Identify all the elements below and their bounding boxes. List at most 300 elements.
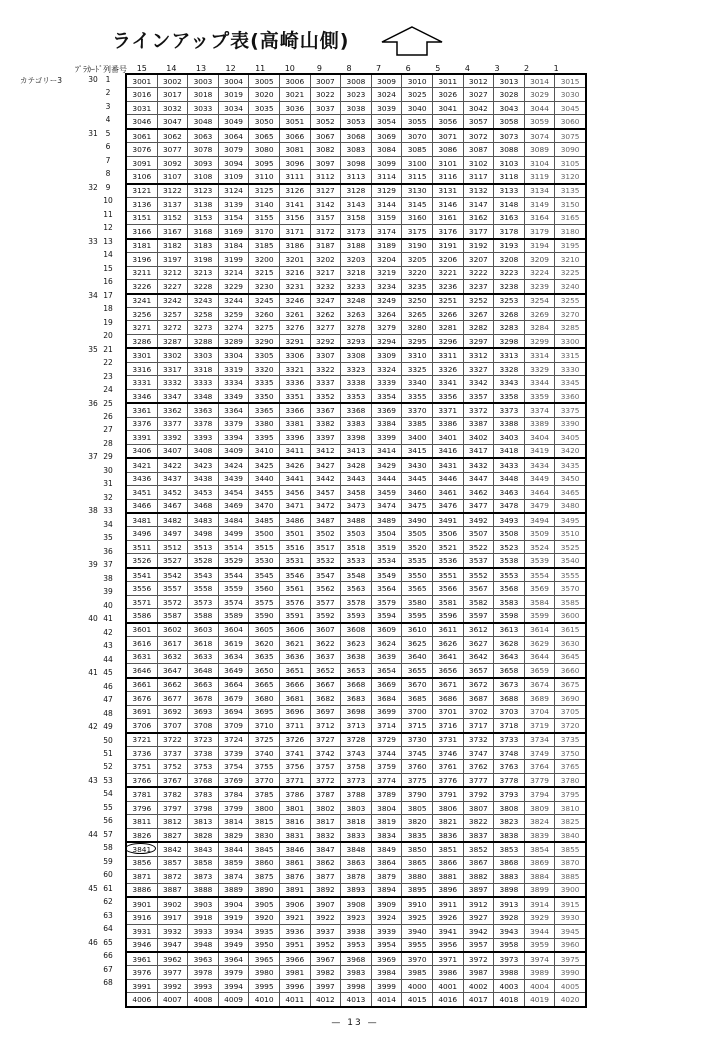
seat-cell: 3762 <box>463 760 494 773</box>
seat-cell: 3331 <box>126 376 157 389</box>
seat-cell: 3626 <box>432 637 463 650</box>
row-number: 4 <box>105 115 111 125</box>
row-number: 31 <box>103 479 113 489</box>
seat-cell: 3878 <box>341 870 372 883</box>
seat-cell: 3526 <box>126 554 157 568</box>
seat-cell: 3381 <box>279 417 310 430</box>
seat-cell: 3452 <box>157 486 188 499</box>
seat-cell: 3702 <box>463 705 494 718</box>
seat-cell: 3539 <box>524 554 555 568</box>
seat-cell: 3414 <box>371 444 402 458</box>
seat-cell: 3842 <box>157 842 188 856</box>
seat-cell: 3623 <box>341 637 372 650</box>
seat-cell: 3751 <box>126 760 157 773</box>
seat-cell: 3922 <box>310 911 341 924</box>
seat-cell: 3421 <box>126 458 157 472</box>
seat-cell: 3593 <box>341 609 372 623</box>
seat-cell: 3784 <box>218 787 249 801</box>
seat-cell: 3609 <box>371 623 402 637</box>
seat-cell: 3843 <box>188 842 219 856</box>
seat-cell: 3344 <box>524 376 555 389</box>
row-number: 45 <box>103 668 113 678</box>
seat-cell: 3315 <box>555 348 586 362</box>
seat-cell: 3511 <box>126 540 157 553</box>
table-row <box>126 486 586 499</box>
seat-cell: 3051 <box>279 115 310 129</box>
seat-cell: 3503 <box>341 527 372 540</box>
seat-cell: 3767 <box>157 773 188 787</box>
seat-cell: 3890 <box>249 883 280 897</box>
seat-cell: 3647 <box>157 664 188 678</box>
seat-cell: 3659 <box>524 664 555 678</box>
table-row <box>126 184 586 198</box>
seat-cell: 3415 <box>402 444 433 458</box>
table-row <box>126 692 586 705</box>
seat-cell: 3405 <box>555 431 586 444</box>
seat-cell: 3015 <box>555 74 586 88</box>
seat-cell: 3665 <box>249 678 280 692</box>
seat-cell: 3343 <box>494 376 525 389</box>
seat-cell: 3753 <box>188 760 219 773</box>
seat-cell: 3028 <box>494 88 525 101</box>
seat-cell: 3406 <box>126 444 157 458</box>
seat-cell: 3533 <box>341 554 372 568</box>
seat-cell: 3352 <box>310 389 341 403</box>
seat-cell: 3688 <box>494 692 525 705</box>
seat-cell: 3165 <box>555 211 586 224</box>
seat-cell: 3891 <box>279 883 310 897</box>
seat-cell: 3259 <box>218 307 249 320</box>
seat-cell: 3185 <box>249 239 280 253</box>
seat-cell: 4016 <box>432 993 463 1007</box>
seat-cell: 3491 <box>432 513 463 527</box>
seat-cell: 3376 <box>126 417 157 430</box>
seat-cell: 3428 <box>341 458 372 472</box>
seat-cell: 3192 <box>463 239 494 253</box>
seat-cell: 3423 <box>188 458 219 472</box>
seat-cell: 3836 <box>432 828 463 842</box>
row-number: 63 <box>103 910 113 920</box>
seat-cell: 3319 <box>218 362 249 375</box>
seat-cell: 3420 <box>555 444 586 458</box>
seat-cell: 3039 <box>371 101 402 114</box>
seat-cell: 3308 <box>341 348 372 362</box>
seat-cell: 3546 <box>279 568 310 582</box>
seat-cell: 3856 <box>126 856 157 869</box>
seat-cell: 3522 <box>463 540 494 553</box>
seat-cell: 3685 <box>402 692 433 705</box>
seat-cell: 3330 <box>555 362 586 375</box>
seat-cell: 3663 <box>188 678 219 692</box>
row-number: 24 <box>103 385 113 395</box>
seat-cell: 3032 <box>157 101 188 114</box>
seat-cell: 3995 <box>249 979 280 992</box>
seat-cell: 3230 <box>249 280 280 294</box>
seat-cell: 3260 <box>249 307 280 320</box>
seat-cell: 3031 <box>126 101 157 114</box>
seat-cell: 3296 <box>432 334 463 348</box>
seat-cell: 3521 <box>432 540 463 553</box>
table-row <box>126 815 586 828</box>
seat-cell: 3940 <box>402 925 433 938</box>
seat-cell: 3009 <box>371 74 402 88</box>
row-number: 56 <box>103 816 113 826</box>
seat-cell: 3575 <box>249 595 280 608</box>
seat-cell: 3449 <box>524 472 555 485</box>
row-number: 53 <box>103 775 113 785</box>
seat-cell: 3029 <box>524 88 555 101</box>
seat-cell: 3982 <box>310 966 341 979</box>
table-row <box>126 225 586 239</box>
seat-cell: 3515 <box>249 540 280 553</box>
seat-cell: 3570 <box>555 582 586 595</box>
seat-cell: 3138 <box>188 198 219 211</box>
seat-cell: 3392 <box>157 431 188 444</box>
seat-cell: 3066 <box>279 129 310 143</box>
seat-cell: 3182 <box>157 239 188 253</box>
seat-cell: 3887 <box>157 883 188 897</box>
seat-cell: 3972 <box>463 952 494 966</box>
seat-cell: 3945 <box>555 925 586 938</box>
seat-cell: 3518 <box>341 540 372 553</box>
seat-cell: 3445 <box>402 472 433 485</box>
row-number: 51 <box>103 749 113 758</box>
row-number: 8 <box>105 169 111 179</box>
seat-cell: 3398 <box>341 431 372 444</box>
seat-cell: 3947 <box>157 938 188 952</box>
seat-cell: 3612 <box>463 623 494 637</box>
seat-cell: 3366 <box>279 403 310 417</box>
seat-cell: 4015 <box>402 993 433 1007</box>
seat-cell: 3425 <box>249 458 280 472</box>
seat-cell: 3198 <box>188 253 219 266</box>
table-row <box>126 911 586 924</box>
seat-cell: 3788 <box>341 787 372 801</box>
seat-cell: 4003 <box>494 979 525 992</box>
seat-cell: 3137 <box>157 198 188 211</box>
seat-cell: 3734 <box>524 733 555 747</box>
seat-cell: 3074 <box>524 129 555 143</box>
seat-cell: 3229 <box>218 280 249 294</box>
seat-cell: 3898 <box>494 883 525 897</box>
seat-cell: 3980 <box>249 966 280 979</box>
seat-cell: 3544 <box>218 568 249 582</box>
placard-number: 46 <box>88 937 98 947</box>
table-row <box>126 74 586 88</box>
table-row <box>126 540 586 553</box>
seat-cell: 3396 <box>279 431 310 444</box>
seat-cell: 3005 <box>249 74 280 88</box>
seat-cell: 3634 <box>218 650 249 663</box>
seat-cell: 3666 <box>279 678 310 692</box>
seat-cell: 3155 <box>249 211 280 224</box>
seat-cell: 3336 <box>279 376 310 389</box>
seat-cell: 3424 <box>218 458 249 472</box>
seat-cell: 3145 <box>402 198 433 211</box>
row-number: 39 <box>103 587 113 597</box>
seat-cell: 3743 <box>341 746 372 759</box>
seat-cell: 3923 <box>341 911 372 924</box>
seat-cell: 3227 <box>157 280 188 294</box>
column-header: 4 <box>464 64 470 73</box>
seat-cell: 3325 <box>402 362 433 375</box>
seat-cell: 3266 <box>432 307 463 320</box>
seat-cell: 3813 <box>188 815 219 828</box>
seat-cell: 3841 <box>126 842 157 856</box>
seat-cell: 3693 <box>188 705 219 718</box>
seat-cell: 3594 <box>371 609 402 623</box>
seat-cell: 3865 <box>402 856 433 869</box>
seat-cell: 3657 <box>463 664 494 678</box>
seat-cell: 3965 <box>249 952 280 966</box>
seat-cell: 3400 <box>402 431 433 444</box>
seat-cell: 3364 <box>218 403 249 417</box>
seat-cell: 3403 <box>494 431 525 444</box>
seat-cell: 3335 <box>249 376 280 389</box>
column-header: 3 <box>494 64 500 73</box>
seat-cell: 3372 <box>463 403 494 417</box>
seat-cell: 3924 <box>371 911 402 924</box>
seat-cell: 3203 <box>341 253 372 266</box>
seat-cell: 3125 <box>249 184 280 198</box>
seat-cell: 3384 <box>371 417 402 430</box>
placard-number: 42 <box>88 722 98 732</box>
seat-cell: 3429 <box>371 458 402 472</box>
seat-cell: 3183 <box>188 239 219 253</box>
seat-cell: 3237 <box>463 280 494 294</box>
seat-cell: 3664 <box>218 678 249 692</box>
seat-cell: 3928 <box>494 911 525 924</box>
seat-cell: 3755 <box>249 760 280 773</box>
seat-cell: 3886 <box>126 883 157 897</box>
seat-cell: 3447 <box>463 472 494 485</box>
seat-cell: 3112 <box>310 170 341 184</box>
seat-cell: 3817 <box>310 815 341 828</box>
seat-cell: 3004 <box>218 74 249 88</box>
seat-cell: 3194 <box>524 239 555 253</box>
seat-cell: 3027 <box>463 88 494 101</box>
seat-cell: 3272 <box>157 321 188 334</box>
seat-cell: 3317 <box>157 362 188 375</box>
seat-cell: 3782 <box>157 787 188 801</box>
row-number: 17 <box>103 290 113 300</box>
seat-cell: 3565 <box>402 582 433 595</box>
seat-cell: 3874 <box>218 870 249 883</box>
seat-cell: 3877 <box>310 870 341 883</box>
seat-cell: 3290 <box>249 334 280 348</box>
seat-cell: 3244 <box>218 294 249 308</box>
seat-cell: 3248 <box>341 294 372 308</box>
seat-cell: 3474 <box>371 499 402 513</box>
seat-cell: 3407 <box>157 444 188 458</box>
seat-cell: 3722 <box>157 733 188 747</box>
seat-cell: 3950 <box>249 938 280 952</box>
column-header: 10 <box>284 64 295 73</box>
seat-cell: 3446 <box>432 472 463 485</box>
seat-cell: 3914 <box>524 897 555 911</box>
seat-cell: 3275 <box>249 321 280 334</box>
seat-cell: 3745 <box>402 746 433 759</box>
row-number: 30 <box>103 465 113 475</box>
row-number: 21 <box>103 344 113 354</box>
seat-cell: 3070 <box>402 129 433 143</box>
seat-cell: 3590 <box>249 609 280 623</box>
seat-cell: 3453 <box>188 486 219 499</box>
seat-cell: 3389 <box>524 417 555 430</box>
seat-cell: 3568 <box>494 582 525 595</box>
seat-cell: 3367 <box>310 403 341 417</box>
seat-cell: 3920 <box>249 911 280 924</box>
seat-cell: 3492 <box>463 513 494 527</box>
seat-cell: 3041 <box>432 101 463 114</box>
seat-cell: 3799 <box>218 801 249 814</box>
row-number: 5 <box>105 128 111 138</box>
seat-cell: 3863 <box>341 856 372 869</box>
seat-cell: 3939 <box>371 925 402 938</box>
seat-cell: 3653 <box>341 664 372 678</box>
seat-cell: 3787 <box>310 787 341 801</box>
seat-cell: 3333 <box>188 376 219 389</box>
seat-cell: 3465 <box>555 486 586 499</box>
seat-cell: 3586 <box>126 609 157 623</box>
seat-cell: 3929 <box>524 911 555 924</box>
seat-cell: 3857 <box>157 856 188 869</box>
up-arrow-icon <box>381 26 443 56</box>
seat-cell: 3154 <box>218 211 249 224</box>
seat-cell: 3390 <box>555 417 586 430</box>
row-number: 14 <box>103 250 113 260</box>
seat-cell: 3242 <box>157 294 188 308</box>
placard-number: 38 <box>88 506 98 516</box>
seat-cell: 3274 <box>218 321 249 334</box>
seat-cell: 3187 <box>310 239 341 253</box>
seat-cell: 3379 <box>218 417 249 430</box>
seat-cell: 3793 <box>494 787 525 801</box>
seat-cell: 3146 <box>432 198 463 211</box>
seat-cell: 3619 <box>218 637 249 650</box>
seat-cell: 3552 <box>463 568 494 582</box>
seat-cell: 3113 <box>341 170 372 184</box>
seat-cell: 3056 <box>432 115 463 129</box>
seat-cell: 3096 <box>279 156 310 169</box>
seat-cell: 3470 <box>249 499 280 513</box>
seat-cell: 3954 <box>371 938 402 952</box>
seat-cell: 3357 <box>463 389 494 403</box>
seat-cell: 3598 <box>494 609 525 623</box>
table-row <box>126 801 586 814</box>
seat-cell: 3737 <box>157 746 188 759</box>
seat-cell: 3861 <box>279 856 310 869</box>
seat-cell: 3888 <box>188 883 219 897</box>
seat-cell: 3680 <box>249 692 280 705</box>
seat-cell: 4011 <box>279 993 310 1007</box>
table-row <box>126 856 586 869</box>
seat-cell: 3829 <box>218 828 249 842</box>
seat-cell: 3144 <box>371 198 402 211</box>
seat-cell: 3736 <box>126 746 157 759</box>
seat-cell: 3627 <box>463 637 494 650</box>
seat-cell: 3959 <box>524 938 555 952</box>
seat-cell: 3069 <box>371 129 402 143</box>
seat-cell: 3791 <box>432 787 463 801</box>
seat-cell: 3416 <box>432 444 463 458</box>
seat-cell: 3102 <box>463 156 494 169</box>
seat-cell: 3985 <box>402 966 433 979</box>
seat-cell: 3241 <box>126 294 157 308</box>
row-number: 28 <box>103 438 113 448</box>
seat-cell: 3361 <box>126 403 157 417</box>
seat-cell: 3199 <box>218 253 249 266</box>
seat-cell: 3747 <box>463 746 494 759</box>
placard-number: 30 <box>88 75 98 84</box>
seat-cell: 3276 <box>279 321 310 334</box>
seat-cell: 3621 <box>279 637 310 650</box>
seat-cell: 3268 <box>494 307 525 320</box>
seat-cell: 3353 <box>341 389 372 403</box>
seat-cell: 3831 <box>279 828 310 842</box>
seat-cell: 3615 <box>555 623 586 637</box>
seat-cell: 3712 <box>310 719 341 733</box>
seat-cell: 3915 <box>555 897 586 911</box>
seat-cell: 3434 <box>524 458 555 472</box>
seat-cell: 3810 <box>555 801 586 814</box>
seat-cell: 3948 <box>188 938 219 952</box>
seat-cell: 3254 <box>524 294 555 308</box>
seat-cell: 3251 <box>432 294 463 308</box>
table-row <box>126 499 586 513</box>
seat-cell: 3238 <box>494 280 525 294</box>
seat-cell: 3466 <box>126 499 157 513</box>
seat-cell: 3311 <box>432 348 463 362</box>
row-number: 27 <box>103 425 113 435</box>
seat-cell: 3716 <box>432 719 463 733</box>
seat-cell: 3900 <box>555 883 586 897</box>
seat-cell: 3355 <box>402 389 433 403</box>
table-row <box>126 211 586 224</box>
seat-cell: 3083 <box>341 143 372 156</box>
seat-cell: 3313 <box>494 348 525 362</box>
seat-cell: 3092 <box>157 156 188 169</box>
seat-cell: 3123 <box>188 184 219 198</box>
seat-cell: 3838 <box>494 828 525 842</box>
seat-cell: 3186 <box>279 239 310 253</box>
seat-cell: 3801 <box>279 801 310 814</box>
seat-cell: 3783 <box>188 787 219 801</box>
seat-cell: 3822 <box>463 815 494 828</box>
seat-cell: 3035 <box>249 101 280 114</box>
seat-cell: 3713 <box>341 719 372 733</box>
seat-cell: 3576 <box>279 595 310 608</box>
seat-cell: 3191 <box>432 239 463 253</box>
seat-cell: 3431 <box>432 458 463 472</box>
seat-cell: 3360 <box>555 389 586 403</box>
seat-cell: 3756 <box>279 760 310 773</box>
seat-cell: 3175 <box>402 225 433 239</box>
seat-cell: 3588 <box>188 609 219 623</box>
seat-cell: 4019 <box>524 993 555 1007</box>
seat-cell: 3097 <box>310 156 341 169</box>
seat-cell: 3837 <box>463 828 494 842</box>
seat-cell: 3362 <box>157 403 188 417</box>
seat-cell: 3193 <box>494 239 525 253</box>
seat-cell: 3053 <box>341 115 372 129</box>
seat-cell: 3018 <box>188 88 219 101</box>
table-row <box>126 828 586 842</box>
seat-cell: 3055 <box>402 115 433 129</box>
table-row <box>126 897 586 911</box>
seat-cell: 3597 <box>463 609 494 623</box>
seat-cell: 4012 <box>310 993 341 1007</box>
